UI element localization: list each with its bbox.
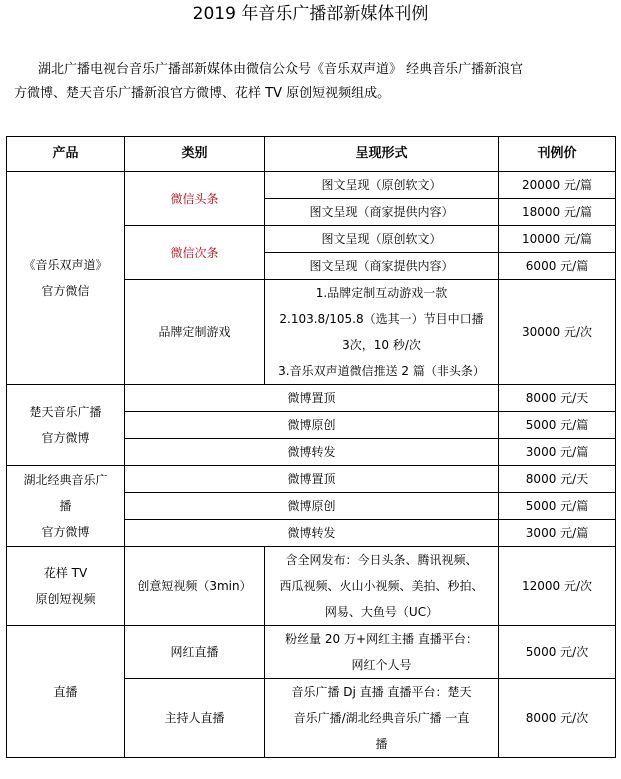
intro-line-1: 湖北广播电视台音乐广播部新媒体由微信公众号《音乐双声道》 经典音乐广播新浪官 bbox=[38, 62, 524, 77]
price-cell: 3000 元/篇 bbox=[499, 439, 616, 466]
price-cell: 5000 元/次 bbox=[499, 626, 616, 679]
price-cell: 30000 元/次 bbox=[499, 280, 616, 385]
header-category: 类别 bbox=[125, 137, 265, 172]
format-cell: 图文呈现（商家提供内容） bbox=[265, 199, 499, 226]
format-cell-influencer bbox=[265, 626, 499, 679]
price-cell: 5000 元/篇 bbox=[499, 493, 616, 520]
price-cell: 10000 元/篇 bbox=[499, 226, 616, 253]
product-name-line: 官方微博 bbox=[41, 525, 90, 539]
product-name-line: 《音乐双声道》 bbox=[23, 258, 108, 272]
header-product: 产品 bbox=[7, 137, 125, 172]
category-brand-game: 品牌定制游戏 bbox=[125, 280, 265, 385]
format-cell: 微博置顶 bbox=[125, 385, 499, 412]
format-line: 2.103.8/105.8（选其一）节目中口播 bbox=[279, 312, 484, 326]
product-cell-chutian bbox=[7, 385, 125, 466]
product-name-line: 湖北经典音乐广 bbox=[23, 473, 108, 487]
price-cell: 20000 元/篇 bbox=[499, 172, 616, 199]
product-name-line: 播 bbox=[59, 499, 72, 513]
table-header-row bbox=[7, 137, 616, 172]
format-line: 粉丝量 20 万+网红主播 直播平台： bbox=[285, 632, 478, 646]
price-cell: 8000 元/次 bbox=[499, 679, 616, 758]
product-cell-huayang bbox=[7, 547, 125, 626]
price-cell: 3000 元/篇 bbox=[499, 520, 616, 547]
intro-line-2: 方微博、楚天音乐广播新浪官方微博、花样 TV 原创短视频组成。 bbox=[14, 86, 391, 101]
price-cell: 12000 元/次 bbox=[499, 547, 616, 626]
price-cell: 8000 元/天 bbox=[499, 385, 616, 412]
format-cell: 微博置顶 bbox=[125, 466, 499, 493]
format-cell: 微博原创 bbox=[125, 412, 499, 439]
format-cell-game bbox=[265, 280, 499, 385]
rate-card-table bbox=[6, 136, 616, 758]
table-row bbox=[7, 385, 616, 412]
price-cell: 5000 元/篇 bbox=[499, 412, 616, 439]
product-name-line: 官方微博 bbox=[41, 431, 90, 445]
product-cell-hubei bbox=[7, 466, 125, 547]
category-short-video: 创意短视频（3min） bbox=[125, 547, 265, 626]
product-name-line: 花样 TV bbox=[43, 566, 88, 580]
product-name-line: 官方微信 bbox=[41, 284, 90, 298]
format-cell: 图文呈现（原创软文） bbox=[265, 172, 499, 199]
product-cell-wechat bbox=[7, 172, 125, 385]
format-cell: 图文呈现（原创软文） bbox=[265, 226, 499, 253]
price-cell: 8000 元/天 bbox=[499, 466, 616, 493]
format-line: 3次，10 秒/次 bbox=[342, 338, 421, 352]
table-row bbox=[7, 626, 616, 679]
intro-paragraph bbox=[14, 58, 614, 106]
category-host-live: 主持人直播 bbox=[125, 679, 265, 758]
header-price: 刊例价 bbox=[499, 137, 616, 172]
format-line: 网红个人号 bbox=[351, 658, 412, 672]
format-line: 播 bbox=[375, 737, 388, 751]
format-line: 音乐广播/湖北经典音乐广播 一直 bbox=[293, 711, 470, 725]
product-name-line: 原创短视频 bbox=[35, 592, 96, 606]
format-line: 网易、大鱼号（UC） bbox=[324, 605, 439, 619]
category-influencer-live: 网红直播 bbox=[125, 626, 265, 679]
category-wechat-second: 微信次条 bbox=[125, 226, 265, 280]
format-line: 音乐广播 Dj 直播 直播平台：楚天 bbox=[291, 685, 472, 699]
format-cell: 微博转发 bbox=[125, 520, 499, 547]
table-row bbox=[7, 547, 616, 626]
format-line: 西瓜视频、火山小视频、美拍、秒拍、 bbox=[279, 579, 484, 593]
table-row bbox=[7, 466, 616, 493]
format-cell-video bbox=[265, 547, 499, 626]
format-cell: 图文呈现（商家提供内容） bbox=[265, 253, 499, 280]
format-cell-host bbox=[265, 679, 499, 758]
format-line: 3.音乐双声道微信推送 2 篇（非头条） bbox=[278, 364, 485, 378]
product-name-line: 楚天音乐广播 bbox=[29, 405, 102, 419]
format-cell: 微博转发 bbox=[125, 439, 499, 466]
price-cell: 18000 元/篇 bbox=[499, 199, 616, 226]
page-title: 2019 年音乐广播部新媒体刊例 bbox=[192, 4, 429, 24]
table-row bbox=[7, 172, 616, 199]
format-line: 含全网发布：今日头条、腾讯视频、 bbox=[285, 553, 478, 567]
format-cell: 微博原创 bbox=[125, 493, 499, 520]
price-cell: 6000 元/篇 bbox=[499, 253, 616, 280]
format-line: 1.品牌定制互动游戏一款 bbox=[315, 286, 448, 300]
header-format: 呈现形式 bbox=[265, 137, 499, 172]
product-cell-live: 直播 bbox=[7, 626, 125, 758]
category-wechat-headline: 微信头条 bbox=[125, 172, 265, 226]
